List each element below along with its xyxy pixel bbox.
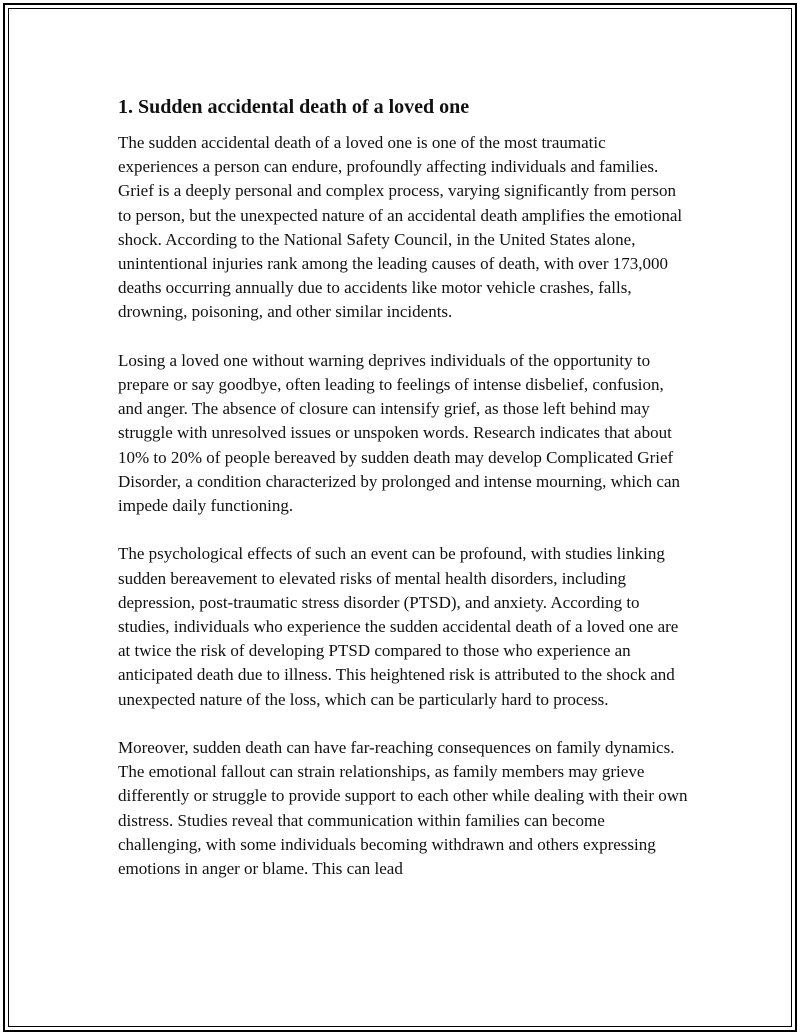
paragraph-3: The psychological effects of such an event can be profound, with studies linking sudden bereavement to elevated risks of mental health disorders, including depression, post-traumatic stress disorder (PTSD), and anxiety. According to studies, individuals who experience the sudden accidental death of a loved one are at twice the risk of developing PTSD compared to those who experience an anticipated death due to illness. This heightened risk is attributed to the shock and unexpected nature of the loss, which can be particularly hard to process. [118, 544, 679, 709]
paragraph-2: Losing a loved one without warning deprives individuals of the opportunity to prepare or say goodbye, often leading to feelings of intense disbelief, confusion, and anger. The absence of closure can intensify grief, as those left behind may struggle with unresolved issues or unspoken words. Research indicates that about 10% to 20% of people bereaved by sudden death may develop Complicated Grief Disorder, a condition characterized by prolonged and intense mourning, which can impede daily functioning. [118, 350, 681, 516]
section-heading: 1. Sudden accidental death of a loved one [118, 96, 470, 118]
paragraph-4: Moreover, sudden death can have far-reaching consequences on family dynamics. The emotional fallout can strain relationships, as family members may grieve differently or struggle to provide support to each other while dealing with their own distress. Studies reveal that communication within families can become challenging, with some individuals becoming withdrawn and others expressing emotions in anger or blame. This can lead [118, 738, 688, 879]
document-body [118, 94, 690, 905]
paragraph-1: The sudden accidental death of a loved one is one of the most traumatic experiences a person can endure, profoundly affecting individuals and families. Grief is a deeply personal and complex process, varying significantly from person to person, but the unexpected nature of an accidental death amplifies the emotional shock. According to the National Safety Council, in the United States alone, unintentional injuries rank among the leading causes of death, with over 173,000 deaths occurring annually due to accidents like motor vehicle crashes, falls, drowning, poisoning, and other similar incidents. [118, 133, 683, 322]
